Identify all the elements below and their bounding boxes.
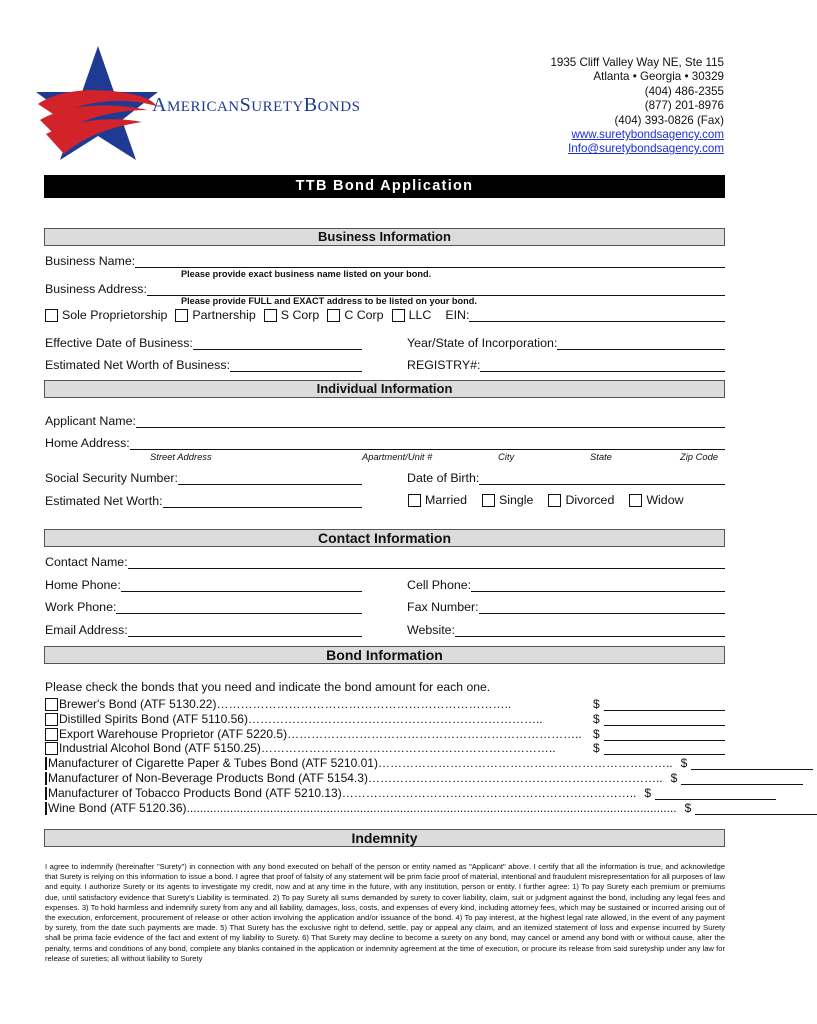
bond-row [45, 712, 725, 726]
bond-row [45, 741, 725, 755]
caption-zip: Zip Code [680, 451, 719, 462]
effective-date-field[interactable] [193, 337, 362, 350]
caption-street: Street Address [150, 451, 212, 462]
section-business-header: Business Information [44, 228, 725, 246]
phone-1: (404) 486-2355 [644, 84, 724, 98]
work-phone-field[interactable] [116, 601, 362, 614]
type-label: S Corp [280, 308, 320, 322]
checkbox-llc[interactable] [392, 309, 405, 322]
bond-checkbox[interactable] [45, 757, 47, 770]
bond-checkbox[interactable] [45, 802, 47, 815]
bond-leader-dots: ……………………………………………………………….. [260, 741, 556, 756]
form-title: TTB Bond Application [44, 175, 725, 198]
bond-name: Distilled Spirits Bond (ATF 5110.56) [59, 711, 248, 726]
year-state-label: Year/State of Incorporation: [407, 336, 558, 350]
email-link[interactable]: Info@suretybondsagency.com [568, 142, 724, 156]
effective-date-label: Effective Date of Business: [45, 336, 193, 350]
bond-row [45, 756, 725, 770]
individual-net-worth-field[interactable] [163, 495, 362, 508]
caption-state: State [590, 451, 612, 462]
fax-number-label: Fax Number: [407, 600, 479, 614]
bond-leader-dots: ……………………………………………………………….. [216, 697, 512, 711]
checkbox-divorced[interactable] [548, 494, 561, 507]
brand-wordmark: AMERICANSURETYBONDS [152, 94, 361, 116]
bond-checkbox[interactable] [45, 728, 58, 741]
home-address-label: Home Address: [45, 436, 130, 450]
section-contact-header: Contact Information [44, 529, 725, 547]
bond-instruction: Please check the bonds that you need and indicate the bond amount for each one. [45, 680, 491, 694]
checkbox-sole-proprietorship[interactable] [45, 309, 58, 322]
type-label: Sole Proprietorship [62, 308, 168, 322]
currency-symbol: $ [593, 697, 600, 711]
bond-amount-field[interactable] [604, 742, 725, 755]
bond-row [45, 771, 725, 785]
applicant-name-label: Applicant Name: [45, 414, 136, 428]
bond-amount-field[interactable] [691, 757, 812, 770]
ssn-field[interactable] [178, 472, 362, 485]
checkbox-married[interactable] [408, 494, 421, 507]
business-type-row [45, 308, 725, 322]
checkbox-widow[interactable] [629, 494, 642, 507]
business-name-note: Please provide exact business name listed on your bond. [181, 269, 432, 279]
caption-apartment: Apartment/Unit # [362, 451, 433, 462]
website-label: Website: [407, 623, 455, 637]
bond-amount-field[interactable] [695, 802, 816, 815]
dob-field[interactable] [479, 472, 725, 485]
bond-name: Brewer's Bond (ATF 5130.22) [59, 697, 217, 711]
website-link[interactable]: www.suretybondsagency.com [571, 128, 724, 142]
bond-leader-dots: ……………………………………………………………….. [247, 711, 543, 726]
ein-label: EIN: [445, 308, 470, 322]
bond-leader-dots: ……………………………………………………………….. [341, 785, 637, 800]
bond-row [45, 727, 725, 741]
registry-field[interactable] [480, 359, 725, 372]
marital-status-row [408, 493, 684, 507]
bond-checkbox[interactable] [45, 772, 47, 785]
fax-number: (404) 393-0826 (Fax) [614, 113, 724, 127]
bond-row [45, 801, 725, 815]
marital-label: Widow [646, 493, 684, 507]
business-name-field[interactable] [135, 255, 725, 268]
checkbox-c-corp[interactable] [327, 309, 340, 322]
section-indemnity-header: Indemnity [44, 829, 725, 847]
checkbox-s-corp[interactable] [264, 309, 277, 322]
bond-name: Manufacturer of Cigarette Paper & Tubes Bond (ATF 5210.01) [48, 756, 378, 771]
bond-amount-field[interactable] [681, 772, 802, 785]
currency-symbol: $ [593, 741, 600, 756]
type-label: LLC [408, 308, 432, 322]
applicant-name-field[interactable] [136, 415, 725, 428]
caption-city: City [498, 451, 515, 462]
marital-label: Divorced [565, 493, 615, 507]
registry-label: REGISTRY#: [407, 358, 481, 372]
year-state-field[interactable] [557, 337, 725, 350]
bond-amount-field[interactable] [655, 787, 776, 800]
phone-2: (877) 201-8976 [644, 99, 724, 113]
website-field[interactable] [455, 624, 725, 637]
work-phone-label: Work Phone: [45, 600, 117, 614]
bond-name: Manufacturer of Tobacco Products Bond (ATF 5210.13) [48, 785, 342, 800]
ssn-label: Social Security Number: [45, 471, 178, 485]
type-label: C Corp [344, 308, 384, 322]
company-logo [30, 44, 370, 162]
bond-name: Export Warehouse Proprietor (ATF 5220.5) [59, 726, 288, 741]
section-bond-header: Bond Information [44, 646, 725, 664]
indemnity-text: I agree to indemnify (hereinafter "Surety") in connection with any bond executed on behalf of the person or entity named as "Applicant" above. I certify that all the information is true, and acknowledge that Surety is relying on this information to issue a bond. I agree that proof of falsity of any statement will be prim facie proof of material, intentional and fraudulent misrepresentation for all purposes of law and equity. I authorize Surety or its agents to investigate my credit, now and at any time in the future, with any institution, person or entity. I further agree: 1) To pay Surety each premium or premiums due, until satisfactory evidence that Surety's Liability is terminated. 2) To pay Surety all sums demanded by surety to cover liability, claim, suit or judgment against the bond, including any legal fees and expenses. 3) To hold harmless and indemnify surety from any and all liability, damages, loss, costs, and expenses of every kind, including attorney fees, which may be sustained or incurred arising out of the execution, enforcement, procurement of release or other action involving the application and/or issuance of the bond. 4) To pay interest, at the highest legal rate allowed, in the event of any payment by surety, from the date such payments are made. 5) That Surety has the exclusive right to defend, settle, pay or appeal any claim, and an itemized statement of loss and expense incurred by Surety shall be prima facie evidence of the fact and extent of my liability to Surety. 6) That Surety may decline to become a surety on any bond, may cancel or amend any bond with or without cause, alter the penalty, terms and conditions of any bond, complete any blanks contained in the application or indemnity agreement at the time of execution, or procure its release from said suretyship under any law for release of sureties; all without liability to Surety [45, 862, 726, 963]
star-swoosh-logo-icon [30, 44, 160, 162]
marital-label: Single [499, 493, 534, 507]
bond-leader-dots: ……………………………………………………………….. [377, 756, 673, 771]
business-name-label: Business Name: [45, 254, 136, 268]
bond-checkbox[interactable] [45, 742, 58, 755]
bond-name: Wine Bond (ATF 5120.36) [48, 800, 187, 815]
marital-label: Married [425, 493, 467, 507]
bond-amount-field[interactable] [604, 713, 725, 726]
bond-checkbox[interactable] [45, 787, 47, 800]
type-label: Partnership [192, 308, 256, 322]
contact-name-label: Contact Name: [45, 555, 128, 569]
cell-phone-field[interactable] [471, 579, 725, 592]
bond-checkbox[interactable] [45, 713, 58, 726]
checkbox-partnership[interactable] [175, 309, 188, 322]
currency-symbol: $ [593, 726, 600, 741]
bond-leader-dots: ……………………………………………………………….. [287, 726, 582, 741]
email-label: Email Address: [45, 623, 128, 637]
company-address [550, 56, 724, 157]
bond-row [45, 786, 725, 800]
section-individual-header: Individual Information [44, 380, 725, 398]
bond-amount-field[interactable] [604, 728, 725, 741]
bond-checkbox[interactable] [45, 698, 58, 711]
business-net-worth-field[interactable] [230, 359, 362, 372]
currency-symbol: $ [680, 756, 688, 771]
home-phone-field[interactable] [121, 579, 362, 592]
bond-name: Manufacturer of Non-Beverage Products Bond (ATF 5154.3) [48, 771, 368, 785]
address-line-1: 1935 Cliff Valley Way NE, Ste 115 [550, 56, 724, 69]
business-address-field[interactable] [147, 283, 725, 296]
business-net-worth-label: Estimated Net Worth of Business: [45, 358, 231, 372]
currency-symbol: $ [644, 785, 652, 800]
currency-symbol: $ [670, 771, 678, 785]
bond-leader-dots: ................................................................................................................................................... [186, 800, 677, 815]
contact-name-field[interactable] [128, 556, 725, 569]
dob-label: Date of Birth: [407, 471, 480, 485]
bond-amount-field[interactable] [604, 698, 725, 711]
home-address-field[interactable] [130, 437, 725, 450]
ein-field[interactable] [469, 309, 725, 322]
bond-row [45, 697, 725, 711]
home-phone-label: Home Phone: [45, 578, 121, 592]
currency-symbol: $ [593, 711, 600, 726]
email-field[interactable] [128, 624, 362, 637]
bond-name: Industrial Alcohol Bond (ATF 5150.25) [59, 741, 261, 756]
fax-number-field[interactable] [479, 601, 725, 614]
business-address-label: Business Address: [45, 282, 147, 296]
address-line-2: Atlanta • Georgia • 30329 [593, 70, 724, 84]
bond-leader-dots: ……………………………………………………………….. [367, 771, 663, 785]
currency-symbol: $ [684, 800, 692, 815]
business-address-note: Please provide FULL and EXACT address to be listed on your bond. [181, 296, 477, 306]
individual-net-worth-label: Estimated Net Worth: [45, 494, 163, 508]
cell-phone-label: Cell Phone: [407, 578, 472, 592]
checkbox-single[interactable] [482, 494, 495, 507]
